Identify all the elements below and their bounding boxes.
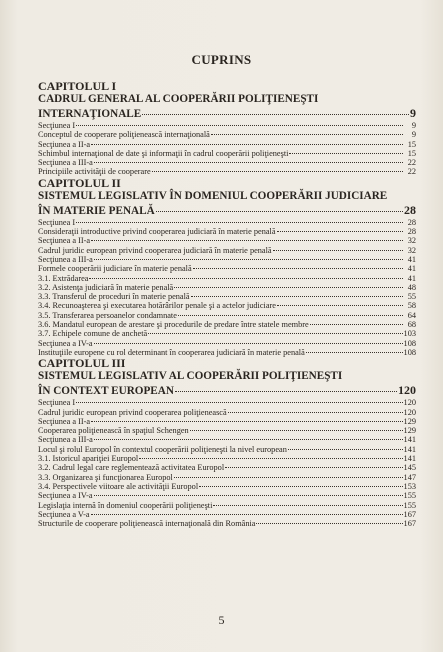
dot-leader (174, 477, 403, 478)
toc-entry-page: 41 (407, 273, 416, 283)
dot-leader (91, 421, 402, 422)
toc-entry-label: 3.5. Transferarea persoanelor condamnate (38, 310, 177, 320)
chapter-label: CAPITOLUL I (38, 79, 117, 93)
chapter-title-line: CADRUL GENERAL AL COOPERĂRII POLIŢIENEŞTI (38, 93, 319, 105)
toc-entry-label: Secţiunea I (38, 121, 76, 130)
dot-leader (175, 391, 397, 392)
toc-entry[interactable] (38, 417, 416, 426)
chapter-title-text: ÎN CONTEXT EUROPEAN (38, 385, 174, 398)
toc-entry[interactable] (38, 398, 416, 407)
toc-entry-label: Cadrul juridic european privind cooperarea poliţienească (38, 407, 227, 417)
dot-leader (199, 486, 402, 487)
toc-entry-label: 3.7. Echipele comune de anchetă (38, 329, 148, 339)
dot-leader (193, 268, 403, 269)
toc-entry-page: 108 (403, 338, 416, 348)
chapter-title-text: INTERNAŢIONALE (38, 108, 142, 120)
toc-entry[interactable] (38, 519, 416, 528)
toc-entry-page: 41 (407, 254, 416, 264)
toc-entry-label: Secţiunea a II-a (38, 139, 91, 149)
toc-entry[interactable] (38, 158, 416, 167)
toc-entry-label: 3.2. Asistenţa judiciară în materie penală (38, 282, 174, 292)
chapter-label: CAPITOLUL II (38, 175, 121, 190)
toc-entry[interactable] (38, 445, 416, 454)
toc-entry-page: 141 (403, 435, 416, 445)
toc-entry-page: 155 (403, 500, 416, 510)
toc-entry-label: Schimbul internaţional de date şi informaţii în cadrul cooperării poliţieneşti (38, 148, 289, 158)
toc-entry[interactable] (38, 482, 416, 491)
toc-entry-label: Secţiunea a II-a (38, 416, 91, 426)
chapter-title-entry[interactable] (38, 106, 416, 121)
toc-entry[interactable] (38, 501, 416, 510)
toc-entry-label: 3.1. Extrădarea (38, 273, 89, 283)
page-number: 5 (218, 613, 225, 627)
toc-entry-label: Secţiunea a V-a (38, 509, 90, 519)
chapter-title-entry[interactable] (38, 203, 416, 218)
toc-entry[interactable] (38, 510, 416, 519)
chapter-title-line: SISTEMUL LEGISLATIV AL COOPERĂRII POLIŢIENEŞTI (38, 370, 343, 383)
toc-entry-page: 28 (407, 217, 416, 227)
dot-leader (288, 449, 403, 450)
toc-entry[interactable] (38, 301, 416, 310)
chapter-block (38, 80, 416, 177)
chapter-page-number: 120 (398, 383, 416, 398)
toc-entry-page: 129 (403, 416, 416, 426)
toc-entry[interactable] (38, 491, 416, 500)
toc-entry-page: 120 (403, 407, 416, 417)
toc-entry[interactable] (38, 473, 416, 482)
dot-leader (213, 505, 402, 506)
chapter-title-text: ÎN MATERIE PENALĂ (38, 204, 155, 217)
dot-leader (225, 467, 402, 468)
toc-entry-label: 3.4. Perspectivele viitoare ale activităţii Europol (38, 481, 199, 491)
toc-entry-label: Secţiunea I (38, 398, 76, 408)
toc-entry-page: 32 (407, 236, 416, 246)
toc-entry-page: 155 (403, 491, 416, 501)
toc-entry-page: 32 (407, 245, 416, 255)
toc-entry-page: 28 (407, 227, 416, 237)
toc-entry[interactable] (38, 292, 416, 301)
toc-entry-label: 3.3. Organizarea şi funcţionarea Europol (38, 472, 173, 482)
dot-leader (94, 343, 403, 344)
dot-leader (273, 250, 403, 251)
chapter-block (38, 357, 416, 528)
toc-entry[interactable] (38, 218, 416, 227)
dot-leader (76, 125, 403, 126)
dot-leader (156, 211, 403, 212)
dot-leader (310, 324, 403, 325)
chapter-label: CAPITOLUL III (38, 356, 126, 371)
toc-entry-page: 120 (403, 398, 416, 408)
toc-entry[interactable] (38, 435, 416, 444)
toc-entry[interactable] (38, 339, 416, 348)
dot-leader (94, 439, 403, 440)
dot-leader (76, 222, 403, 223)
toc-entry[interactable] (38, 329, 416, 338)
toc-entry-label: Secţiunea a III-a (38, 158, 93, 168)
toc-entry-page: 64 (407, 310, 416, 320)
dot-leader (178, 315, 403, 316)
dot-leader (211, 134, 403, 135)
toc-entry-page: 55 (407, 292, 416, 302)
chapter-title-line: SISTEMUL LEGISLATIV ÎN DOMENIUL COOPERĂRII JUDICIARE (38, 189, 388, 202)
dot-leader (142, 114, 409, 115)
dot-leader (76, 402, 402, 403)
toc-entry-label: Structurile de cooperare poliţienească internaţională din România (38, 519, 256, 529)
dot-leader (91, 514, 403, 515)
chapter-block (38, 177, 416, 357)
toc-entry-page: 167 (403, 509, 416, 519)
toc-entry[interactable] (38, 408, 416, 417)
toc-entry[interactable] (38, 426, 416, 435)
toc-entry-page: 41 (407, 264, 416, 274)
toc-entry-label: 3.1. Istoricul apariţiei Europol (38, 454, 139, 464)
toc-entry-label: Secţiunea a III-a (38, 435, 93, 445)
toc-entry[interactable] (38, 121, 416, 130)
toc-entry-page: 22 (407, 158, 416, 168)
dot-leader (190, 430, 403, 431)
toc-entry[interactable] (38, 246, 416, 255)
toc-entry-label: Secţiunea a IV-a (38, 491, 93, 501)
toc-entry-label: 3.6. Mandatul european de arestare şi procedurile de predare între statele membre (38, 320, 309, 330)
dot-leader (191, 296, 403, 297)
toc-entry-page: 145 (403, 463, 416, 473)
dot-leader (139, 458, 402, 459)
dot-leader (91, 240, 403, 241)
toc-entry-page: 58 (407, 301, 416, 311)
toc-entry-page: 141 (403, 444, 416, 454)
toc-entry-label: 3.2. Cadrul legal care reglementează activitatea Europol (38, 463, 225, 473)
toc-entry[interactable] (38, 274, 416, 283)
toc-entry[interactable] (38, 236, 416, 245)
dot-leader (89, 278, 403, 279)
toc-entry[interactable] (38, 320, 416, 329)
dot-leader (94, 162, 403, 163)
toc-entry-label: Secţiunea a II-a (38, 236, 91, 246)
toc-entry-page: 9 (411, 121, 416, 130)
page-title: CUPRINS (191, 52, 252, 67)
toc-entry-page: 153 (403, 481, 416, 491)
toc-entry-page: 22 (407, 167, 416, 177)
toc-entry[interactable] (38, 130, 416, 139)
toc-entry-label: Cooperarea poliţienească în spaţiul Schengen (38, 426, 189, 436)
toc-entry-label: Locul şi rolul Europol în contextul cooperării poliţieneşti la nivel european (38, 444, 287, 454)
dot-leader (148, 333, 402, 334)
toc-entry[interactable] (38, 264, 416, 273)
toc-entry[interactable] (38, 255, 416, 264)
toc-entry[interactable] (38, 454, 416, 463)
toc-entry-label: 3.4. Recunoaşterea şi executarea hotărârilor penale şi a actelor judiciare (38, 301, 276, 311)
dot-leader (94, 259, 403, 260)
chapter-page-number: 28 (404, 202, 416, 217)
chapter-title-entry[interactable] (38, 383, 416, 398)
dot-leader (277, 231, 403, 232)
toc-entry-page: 68 (407, 320, 416, 330)
dot-leader (256, 523, 402, 524)
toc-entry-label: Secţiunea a IV-a (38, 338, 93, 348)
toc-entry-label: Principiile activităţii de cooperare (38, 167, 151, 177)
toc-entry-label: Cadrul juridic european privind cooperarea judiciară în materie penală (38, 245, 272, 255)
toc-entry-page: 147 (403, 472, 416, 482)
toc-entry-page: 108 (403, 347, 416, 357)
dot-leader (306, 352, 403, 353)
toc-entry-page: 15 (407, 148, 416, 158)
dot-leader (289, 153, 403, 154)
dot-leader (228, 412, 403, 413)
toc-entry-label: Secţiunea I (38, 217, 76, 227)
toc-entry-label: Conceptul de cooperare poliţienească internaţională (38, 130, 210, 140)
toc-entry[interactable] (38, 140, 416, 149)
toc-entry-label: Instituţiile europene cu rol determinant în cooperarea judiciară în materie penală (38, 347, 305, 357)
dot-leader (91, 144, 403, 145)
chapter-page-number: 9 (410, 106, 416, 120)
toc-entry-page: 141 (403, 454, 416, 464)
dot-leader (152, 171, 403, 172)
toc-entry-label: Formele cooperării judiciare în materie penală (38, 264, 192, 274)
toc-entry-page: 48 (407, 282, 416, 292)
toc-entry[interactable] (38, 311, 416, 320)
table-of-contents (38, 80, 416, 528)
toc-entry[interactable] (38, 227, 416, 236)
toc-entry-page: 9 (411, 130, 416, 140)
toc-entry-page: 103 (403, 329, 416, 339)
toc-entry-label: 3.3. Transferul de proceduri în materie penală (38, 292, 190, 302)
toc-entry-label: Legislaţia internă în domeniul cooperării poliţieneşti (38, 500, 213, 510)
toc-entry-label: Secţiunea a III-a (38, 254, 93, 264)
toc-entry[interactable] (38, 149, 416, 158)
toc-entry-page: 15 (407, 139, 416, 149)
toc-entry[interactable] (38, 283, 416, 292)
dot-leader (94, 495, 403, 496)
toc-entry-page: 129 (403, 426, 416, 436)
dot-leader (174, 287, 403, 288)
dot-leader (277, 305, 403, 306)
toc-entry[interactable] (38, 463, 416, 472)
toc-entry-page: 167 (403, 519, 416, 529)
toc-entry-label: Consideraţii introductive privind cooperarea judiciară în materie penală (38, 227, 276, 237)
